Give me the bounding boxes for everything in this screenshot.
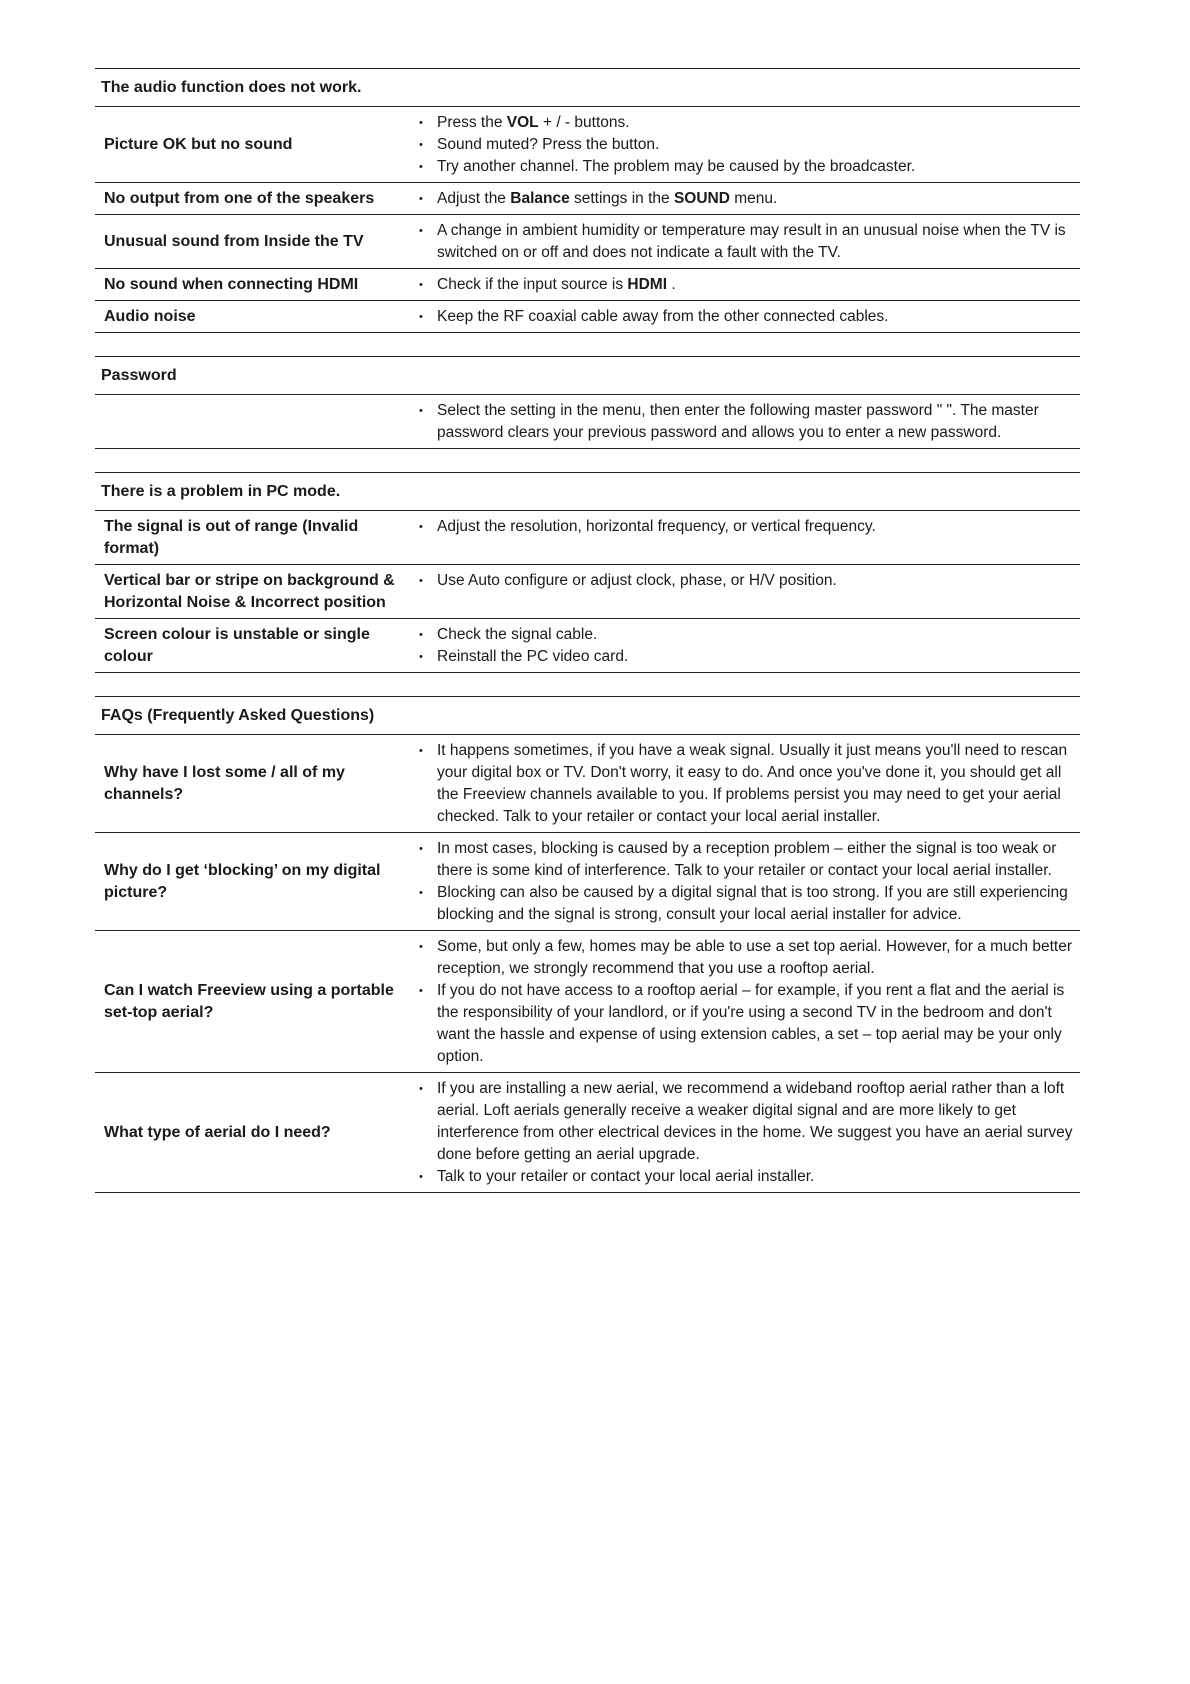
solution-item: [414, 838, 1080, 882]
solution-item: [414, 570, 1080, 592]
solution-cell: [414, 740, 1080, 828]
text-segment: Check the signal cable.: [437, 626, 598, 643]
solution-list: [414, 936, 1080, 1068]
table-row: [95, 215, 1080, 269]
bold-term: VOL: [506, 114, 539, 131]
text-segment: Try another channel. The problem may be caused by the broadcaster.: [437, 158, 916, 175]
solution-list: [414, 306, 1080, 328]
solution-cell: [414, 188, 1080, 210]
section-title: Password: [95, 356, 1080, 395]
solution-item: [414, 646, 1080, 668]
text-segment: If you are installing a new aerial, we recommend a wideband rooftop aerial rather than a loft aerial. Loft aerials generally receive a weaker digital signal and are more likely to get interference from other electrical devices in the home. We suggest you have an aerial survey done before getting an aerial upgrade.: [437, 1080, 1073, 1163]
solution-cell: [414, 570, 1080, 614]
text-segment: Use Auto configure or adjust clock, phase, or H/V position.: [437, 572, 837, 589]
solution-item: [414, 306, 1080, 328]
solution-cell: [414, 838, 1080, 926]
solution-cell: [414, 400, 1080, 444]
solution-cell: [414, 220, 1080, 264]
troubleshooting-section: [95, 68, 1080, 333]
solution-item: [414, 740, 1080, 828]
solution-cell: [414, 112, 1080, 178]
solution-item: [414, 980, 1080, 1068]
table-row: [95, 183, 1080, 215]
table-row: [95, 1073, 1080, 1193]
text-segment: Keep the RF coaxial cable away from the other connected cables.: [437, 308, 889, 325]
problem-label: Screen colour is unstable or single colour: [104, 626, 370, 665]
text-segment: Press the: [437, 114, 507, 131]
text-segment: Some, but only a few, homes may be able to use a set top aerial. However, for a much better reception, we strongly recommend that you use a rooftop aerial.: [437, 938, 1072, 977]
section-title: The audio function does not work.: [95, 68, 1080, 107]
text-segment: Adjust the: [437, 190, 511, 207]
table-row: [95, 833, 1080, 931]
solution-cell: [414, 1078, 1080, 1188]
solution-list: [414, 220, 1080, 264]
solution-item: [414, 624, 1080, 646]
problem-label: What type of aerial do I need?: [104, 1124, 331, 1141]
text-segment: Reinstall the PC video card.: [437, 648, 629, 665]
solution-list: [414, 1078, 1080, 1188]
solution-item: [414, 156, 1080, 178]
solution-list: [414, 112, 1080, 178]
solution-list: [414, 740, 1080, 828]
solution-item: [414, 400, 1080, 444]
problem-label: No sound when connecting HDMI: [104, 276, 359, 293]
table-row: [95, 619, 1080, 673]
table-row: [95, 107, 1080, 183]
text-segment: In most cases, blocking is caused by a reception problem – either the signal is too weak or there is some kind of interference. Talk to your retailer or contact your local aerial installer.: [437, 840, 1057, 879]
solution-list: [414, 624, 1080, 668]
solution-cell: [414, 516, 1080, 560]
table-row: [95, 395, 1080, 449]
solution-list: [414, 274, 1080, 296]
solution-item: [414, 274, 1080, 296]
text-segment: .: [667, 276, 676, 293]
problem-label: [95, 400, 414, 444]
problem-label: Unusual sound from Inside the TV: [104, 233, 364, 250]
solution-item: [414, 134, 1080, 156]
solution-item: [414, 112, 1080, 134]
solution-item: [414, 882, 1080, 926]
solution-list: [414, 838, 1080, 926]
text-segment: If you do not have access to a rooftop aerial – for example, if you rent a flat and the aerial is the responsibility of your landlord, or if you're using a second TV in the bedroom and don't want the hassle and expense of using extension cables, a set – top aerial may be your only option.: [437, 982, 1065, 1065]
bold-term: SOUND: [673, 190, 730, 207]
section-title: FAQs (Frequently Asked Questions): [95, 696, 1080, 735]
text-segment: + / - buttons.: [538, 114, 630, 131]
table-row: [95, 931, 1080, 1073]
solution-item: [414, 220, 1080, 264]
solution-cell: [414, 624, 1080, 668]
solution-item: [414, 1166, 1080, 1188]
text-segment: Talk to your retailer or contact your local aerial installer.: [437, 1168, 815, 1185]
troubleshooting-section: [95, 356, 1080, 449]
problem-label: Audio noise: [104, 308, 196, 325]
problem-label: Can I watch Freeview using a portable set-top aerial?: [104, 982, 394, 1021]
solution-item: [414, 516, 1080, 538]
solution-cell: [414, 274, 1080, 296]
solution-list: [414, 188, 1080, 210]
text-segment: It happens sometimes, if you have a weak signal. Usually it just means you'll need to rescan your digital box or TV. Don't worry, it easy to do. And once you've done it, you should get all the Freeview channels available to you. If problems persist you may need to get your aerial checked. Talk to your retailer or contact your local aerial installer.: [437, 742, 1068, 825]
solution-list: [414, 516, 1080, 538]
bold-term: HDMI: [627, 276, 668, 293]
problem-label: Why do I get ‘blocking’ on my digital picture?: [104, 862, 381, 901]
solution-list: [414, 400, 1080, 444]
text-segment: Blocking can also be caused by a digital signal that is too strong. If you are still experiencing blocking and the signal is strong, consult your local aerial installer for advice.: [437, 884, 1068, 923]
text-segment: Sound muted? Press the button.: [437, 136, 660, 153]
table-row: [95, 269, 1080, 301]
table-row: [95, 735, 1080, 833]
problem-label: Picture OK but no sound: [104, 136, 293, 153]
text-segment: Adjust the resolution, horizontal frequency, or vertical frequency.: [437, 518, 876, 535]
text-segment: A change in ambient humidity or temperature may result in an unusual noise when the TV is switched on or off and does not indicate a fault with the TV.: [437, 222, 1066, 261]
troubleshooting-section: [95, 696, 1080, 1193]
section-title: There is a problem in PC mode.: [95, 472, 1080, 511]
solution-list: [414, 570, 1080, 592]
solution-item: [414, 936, 1080, 980]
problem-label: The signal is out of range (Invalid format): [104, 518, 359, 557]
problem-label: Why have I lost some / all of my channels?: [104, 764, 345, 803]
text-segment: settings in the: [569, 190, 674, 207]
solution-item: [414, 1078, 1080, 1166]
text-segment: menu.: [729, 190, 778, 207]
solution-item: [414, 188, 1080, 210]
solution-cell: [414, 306, 1080, 328]
table-row: [95, 565, 1080, 619]
table-row: [95, 301, 1080, 333]
text-segment: Select the setting in the menu, then enter the following master password " ". The master password clears your previous password and allows you to enter a new password.: [437, 402, 1039, 441]
troubleshooting-document: [95, 68, 1080, 1216]
problem-label: Vertical bar or stripe on background & Horizontal Noise & Incorrect position: [104, 572, 395, 611]
table-row: [95, 511, 1080, 565]
text-segment: Check if the input source is: [437, 276, 628, 293]
solution-cell: [414, 936, 1080, 1068]
bold-term: Balance: [510, 190, 570, 207]
troubleshooting-section: [95, 472, 1080, 673]
problem-label: No output from one of the speakers: [104, 190, 375, 207]
